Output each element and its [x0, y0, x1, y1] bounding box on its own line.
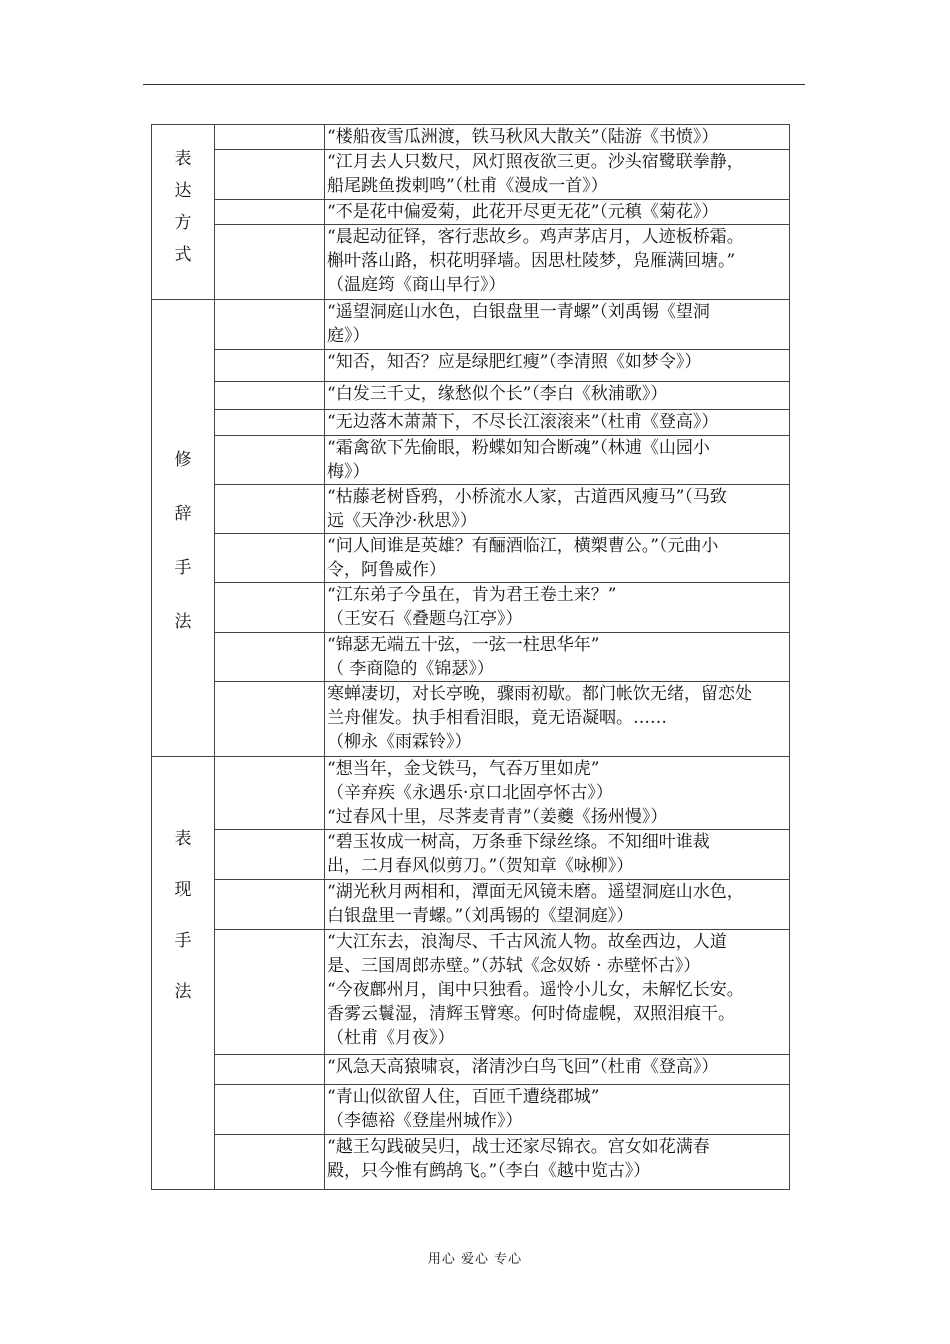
quote-line: “过春风十里，尽荠麦青青”（姜夔《扬州慢》） — [327, 807, 668, 827]
quote-line: “晨起动征铎，客行悲故乡。鸡声茅店月，人迹板桥霜。 — [327, 227, 744, 247]
blank-cell — [215, 583, 325, 633]
quote-line: “今夜鄜州月，闺中只独看。遥怜小儿女，未解忆长安。 — [327, 980, 744, 1000]
quote-line: “遥望洞庭山水色，白银盘里一青螺”（刘禹锡《望洞 — [327, 302, 710, 322]
blank-cell — [215, 300, 325, 350]
table-row — [152, 410, 790, 436]
table-row — [152, 382, 790, 410]
blank-cell — [215, 150, 325, 200]
quote-line: 寒蝉凄切，对长亭晚，骤雨初歇。都门帐饮无绪，留恋处 — [327, 684, 752, 704]
category-cell — [152, 757, 215, 1190]
quote-line: “风急天高猿啸哀，渚清沙白鸟飞回”（杜甫《登高》） — [327, 1057, 719, 1077]
quote-line: 远《天净沙·秋思》） — [327, 511, 477, 531]
quote-cell — [325, 300, 790, 350]
quote-line: “无边落木萧萧下，不尽长江滚滚来”（杜甫《登高》） — [327, 412, 719, 432]
table-row — [152, 350, 790, 382]
blank-cell — [215, 350, 325, 382]
blank-cell — [215, 880, 325, 930]
quote-cell — [325, 436, 790, 485]
quote-line: “想当年，金戈铁马，气吞万里如虎” — [327, 759, 600, 779]
category-char: 达 — [174, 181, 192, 201]
quote-line: “越王勾践破吴归，战士还家尽锦衣。宫女如花满春 — [327, 1137, 710, 1157]
category-char: 现 — [174, 880, 192, 900]
quote-line: （辛弃疾《永遇乐·京口北固亭怀古》） — [327, 783, 613, 803]
quote-line: 令，阿鲁威作） — [327, 560, 446, 580]
quote-line: 出，二月春风似剪刀。”（贺知章《咏柳》） — [327, 856, 634, 876]
quote-line: “湖光秋月两相和，潭面无风镜未磨。遥望洞庭山水色， — [327, 882, 744, 902]
blank-cell — [215, 830, 325, 880]
quote-cell — [325, 382, 790, 410]
quote-cell — [325, 1085, 790, 1135]
blank-cell — [215, 682, 325, 757]
quote-cell — [325, 410, 790, 436]
blank-cell — [215, 225, 325, 300]
quote-line: “问人间谁是英雄？有酾酒临江，横槊曹公。”（元曲小 — [327, 536, 719, 556]
header-rule — [143, 84, 805, 85]
blank-cell — [215, 485, 325, 534]
quote-line: “枯藤老树昏鸦，小桥流水人家，古道西风瘦马”（马致 — [327, 487, 727, 507]
quote-line: 白银盘里一青螺。”（刘禹锡的《望洞庭》） — [327, 906, 634, 926]
table-row — [152, 485, 790, 534]
quote-line: “碧玉妆成一树高，万条垂下绿丝绦。不知细叶谁裁 — [327, 832, 710, 852]
quote-line: “白发三千丈，缘愁似个长”（李白《秋浦歌》） — [327, 384, 668, 404]
quote-cell — [325, 1055, 790, 1085]
table-row — [152, 830, 790, 880]
table-row — [152, 682, 790, 757]
page-footer: 用心 爱心 专心 — [427, 1252, 523, 1267]
quote-cell — [325, 757, 790, 830]
quote-line: “江月去人只数尺，风灯照夜欲三更。沙头宿鹭联拳静， — [327, 152, 744, 172]
table-row — [152, 150, 790, 200]
category-char: 表 — [174, 829, 192, 849]
quote-cell — [325, 534, 790, 583]
quote-cell — [325, 930, 790, 1055]
table-row — [152, 930, 790, 1055]
category-char: 辞 — [174, 504, 192, 524]
quote-cell — [325, 125, 790, 150]
category-char: 手 — [174, 931, 192, 951]
table-row — [152, 200, 790, 225]
table-row — [152, 583, 790, 633]
blank-cell — [215, 1135, 325, 1190]
quote-cell — [325, 485, 790, 534]
blank-cell — [215, 382, 325, 410]
blank-cell — [215, 633, 325, 682]
table-row — [152, 125, 790, 150]
blank-cell — [215, 200, 325, 225]
quote-line: （杜甫《月夜》） — [327, 1028, 455, 1048]
blank-cell — [215, 930, 325, 1055]
quote-cell — [325, 682, 790, 757]
category-char: 修 — [174, 450, 192, 470]
blank-cell — [215, 757, 325, 830]
blank-cell — [215, 1055, 325, 1085]
quote-line: “青山似欲留人住，百匝千遭绕郡城” — [327, 1087, 600, 1107]
quote-line: “大江东去，浪淘尽、千古风流人物。故垒西边，人道 — [327, 932, 727, 952]
quote-line: （李德裕《登崖州城作》） — [327, 1111, 523, 1131]
quote-line: “霜禽欲下先偷眼，粉蝶如知合断魂”（林逋《山园小 — [327, 438, 710, 458]
table-row — [152, 436, 790, 485]
quote-line: 庭》） — [327, 326, 370, 346]
quote-line: 兰舟催发。执手相看泪眼，竟无语凝咽。…… — [327, 708, 667, 728]
poetry-techniques-table — [151, 124, 790, 1190]
quote-cell — [325, 200, 790, 225]
quote-cell — [325, 350, 790, 382]
category-char: 手 — [174, 558, 192, 578]
blank-cell — [215, 1085, 325, 1135]
quote-line: 殿，只今惟有鹧鸪飞。”（李白《越中览古》） — [327, 1161, 651, 1181]
quote-line: （王安石《叠题乌江亭》） — [327, 609, 523, 629]
quote-line: 船尾跳鱼拨剌鸣”（杜甫《漫成一首》） — [327, 176, 608, 196]
quote-line: “江东弟子今虽在，肯为君王卷土来？” — [327, 585, 617, 605]
category-char: 法 — [174, 982, 192, 1002]
table-row — [152, 1055, 790, 1085]
table-row — [152, 225, 790, 300]
quote-cell — [325, 830, 790, 880]
quote-cell — [325, 1135, 790, 1190]
table-row — [152, 534, 790, 583]
category-char: 方 — [174, 213, 192, 233]
quote-line: （ 李商隐的《锦瑟》） — [327, 659, 494, 679]
quote-line: “锦瑟无端五十弦，一弦一柱思华年” — [327, 635, 600, 655]
quote-line: 是、三国周郎赤壁。”（苏轼《念奴娇 · 赤壁怀古》） — [327, 956, 701, 976]
quote-line: 香雾云鬟湿，清辉玉臂寒。何时倚虚幌，双照泪痕干。 — [327, 1004, 735, 1024]
quote-cell — [325, 880, 790, 930]
quote-line: “知否，知否？应是绿肥红瘦”（李清照《如梦令》） — [327, 352, 702, 372]
category-cell — [152, 300, 215, 757]
table-row — [152, 1135, 790, 1190]
quote-cell — [325, 583, 790, 633]
quote-line: （温庭筠《商山早行》） — [327, 275, 506, 295]
table-row — [152, 757, 790, 830]
quote-cell — [325, 150, 790, 200]
table-row — [152, 633, 790, 682]
category-char: 表 — [174, 149, 192, 169]
blank-cell — [215, 436, 325, 485]
quote-line: 梅》） — [327, 462, 370, 482]
blank-cell — [215, 410, 325, 436]
table-row — [152, 1085, 790, 1135]
quote-line: （柳永《雨霖铃》） — [327, 732, 472, 752]
quote-line: “不是花中偏爱菊，此花开尽更无花”（元稹《菊花》） — [327, 202, 719, 222]
category-char: 式 — [174, 245, 192, 265]
quote-cell — [325, 633, 790, 682]
table-row — [152, 880, 790, 930]
category-cell — [152, 125, 215, 300]
table-row — [152, 300, 790, 350]
quote-line: “楼船夜雪瓜洲渡，铁马秋风大散关”（陆游《书愤》） — [327, 127, 719, 147]
blank-cell — [215, 534, 325, 583]
quote-cell — [325, 225, 790, 300]
blank-cell — [215, 125, 325, 150]
quote-line: 槲叶落山路，枳花明驿墙。因思杜陵梦，凫雁满回塘。” — [327, 251, 736, 271]
category-char: 法 — [174, 612, 192, 632]
